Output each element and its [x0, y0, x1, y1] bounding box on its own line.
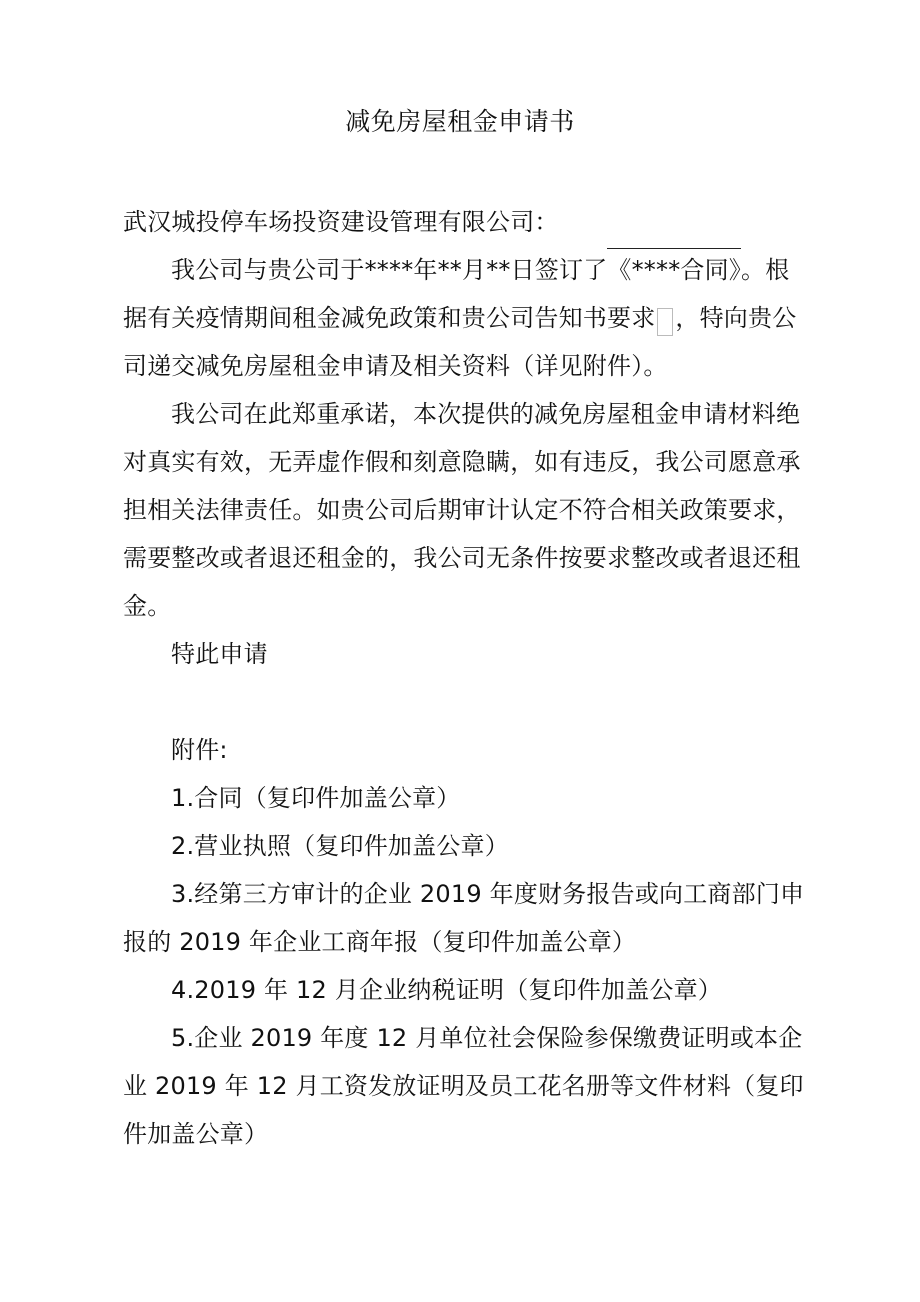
attachment-item: 4.2019 年 12 月企业纳税证明（复印件加盖公章）: [171, 976, 723, 1004]
attachment-item: 2.营业执照（复印件加盖公章）: [171, 832, 509, 860]
contract-name: 《****合同》: [607, 256, 742, 284]
para1-middle: 。根据有关疫情期间租金减免政策和贵公司告知书要求: [123, 256, 790, 332]
paragraph-commitment-text: 我公司在此郑重承诺，本次提供的减免房屋租金申请材料绝对真实有效，无弄虚作假和刻意隐瞒，如有违反，我公司愿意承担相关法律责任。如贵公司后期审计认定不符合相关政策要求，需要整改或者退还租金的，我公司无条件按要求整改或者退还租金。: [123, 400, 801, 620]
para1-before: 我公司与贵公司于****年**月**日签订了: [171, 256, 608, 284]
attachment-item: 5.企业 2019 年度 12 月单位社会保险参保缴费证明或本企业 2019 年 12 月工资发放证明及员工花名册等文件材料（复印件加盖公章）: [123, 1024, 804, 1148]
attachment-item: 3.经第三方审计的企业 2019 年度财务报告或向工商部门申报的 2019 年企业工商年报（复印件加盖公章）: [123, 880, 805, 956]
paragraph-request: [123, 246, 813, 390]
attachment-item: 1.合同（复印件加盖公章）: [171, 784, 461, 812]
closing-text: 特此申请: [171, 640, 268, 668]
contract-underline: [607, 248, 741, 249]
attachments-heading-text: 附件:: [171, 736, 228, 764]
salutation: 武汉城投停车场投资建设管理有限公司：: [123, 208, 559, 236]
closing-line: [123, 630, 813, 678]
text-cursor-marker: [657, 308, 673, 336]
contract-reference: [607, 256, 741, 284]
attachments-heading: [123, 726, 813, 774]
document-title: 减免房屋租金申请书: [345, 107, 575, 136]
attachments-list: [123, 774, 813, 1158]
para1-after: ，特向贵公司递交减免房屋租金申请及相关资料（详见附件）。: [123, 304, 797, 380]
paragraph-commitment: [123, 390, 813, 630]
paragraph-request-text: [123, 246, 813, 390]
